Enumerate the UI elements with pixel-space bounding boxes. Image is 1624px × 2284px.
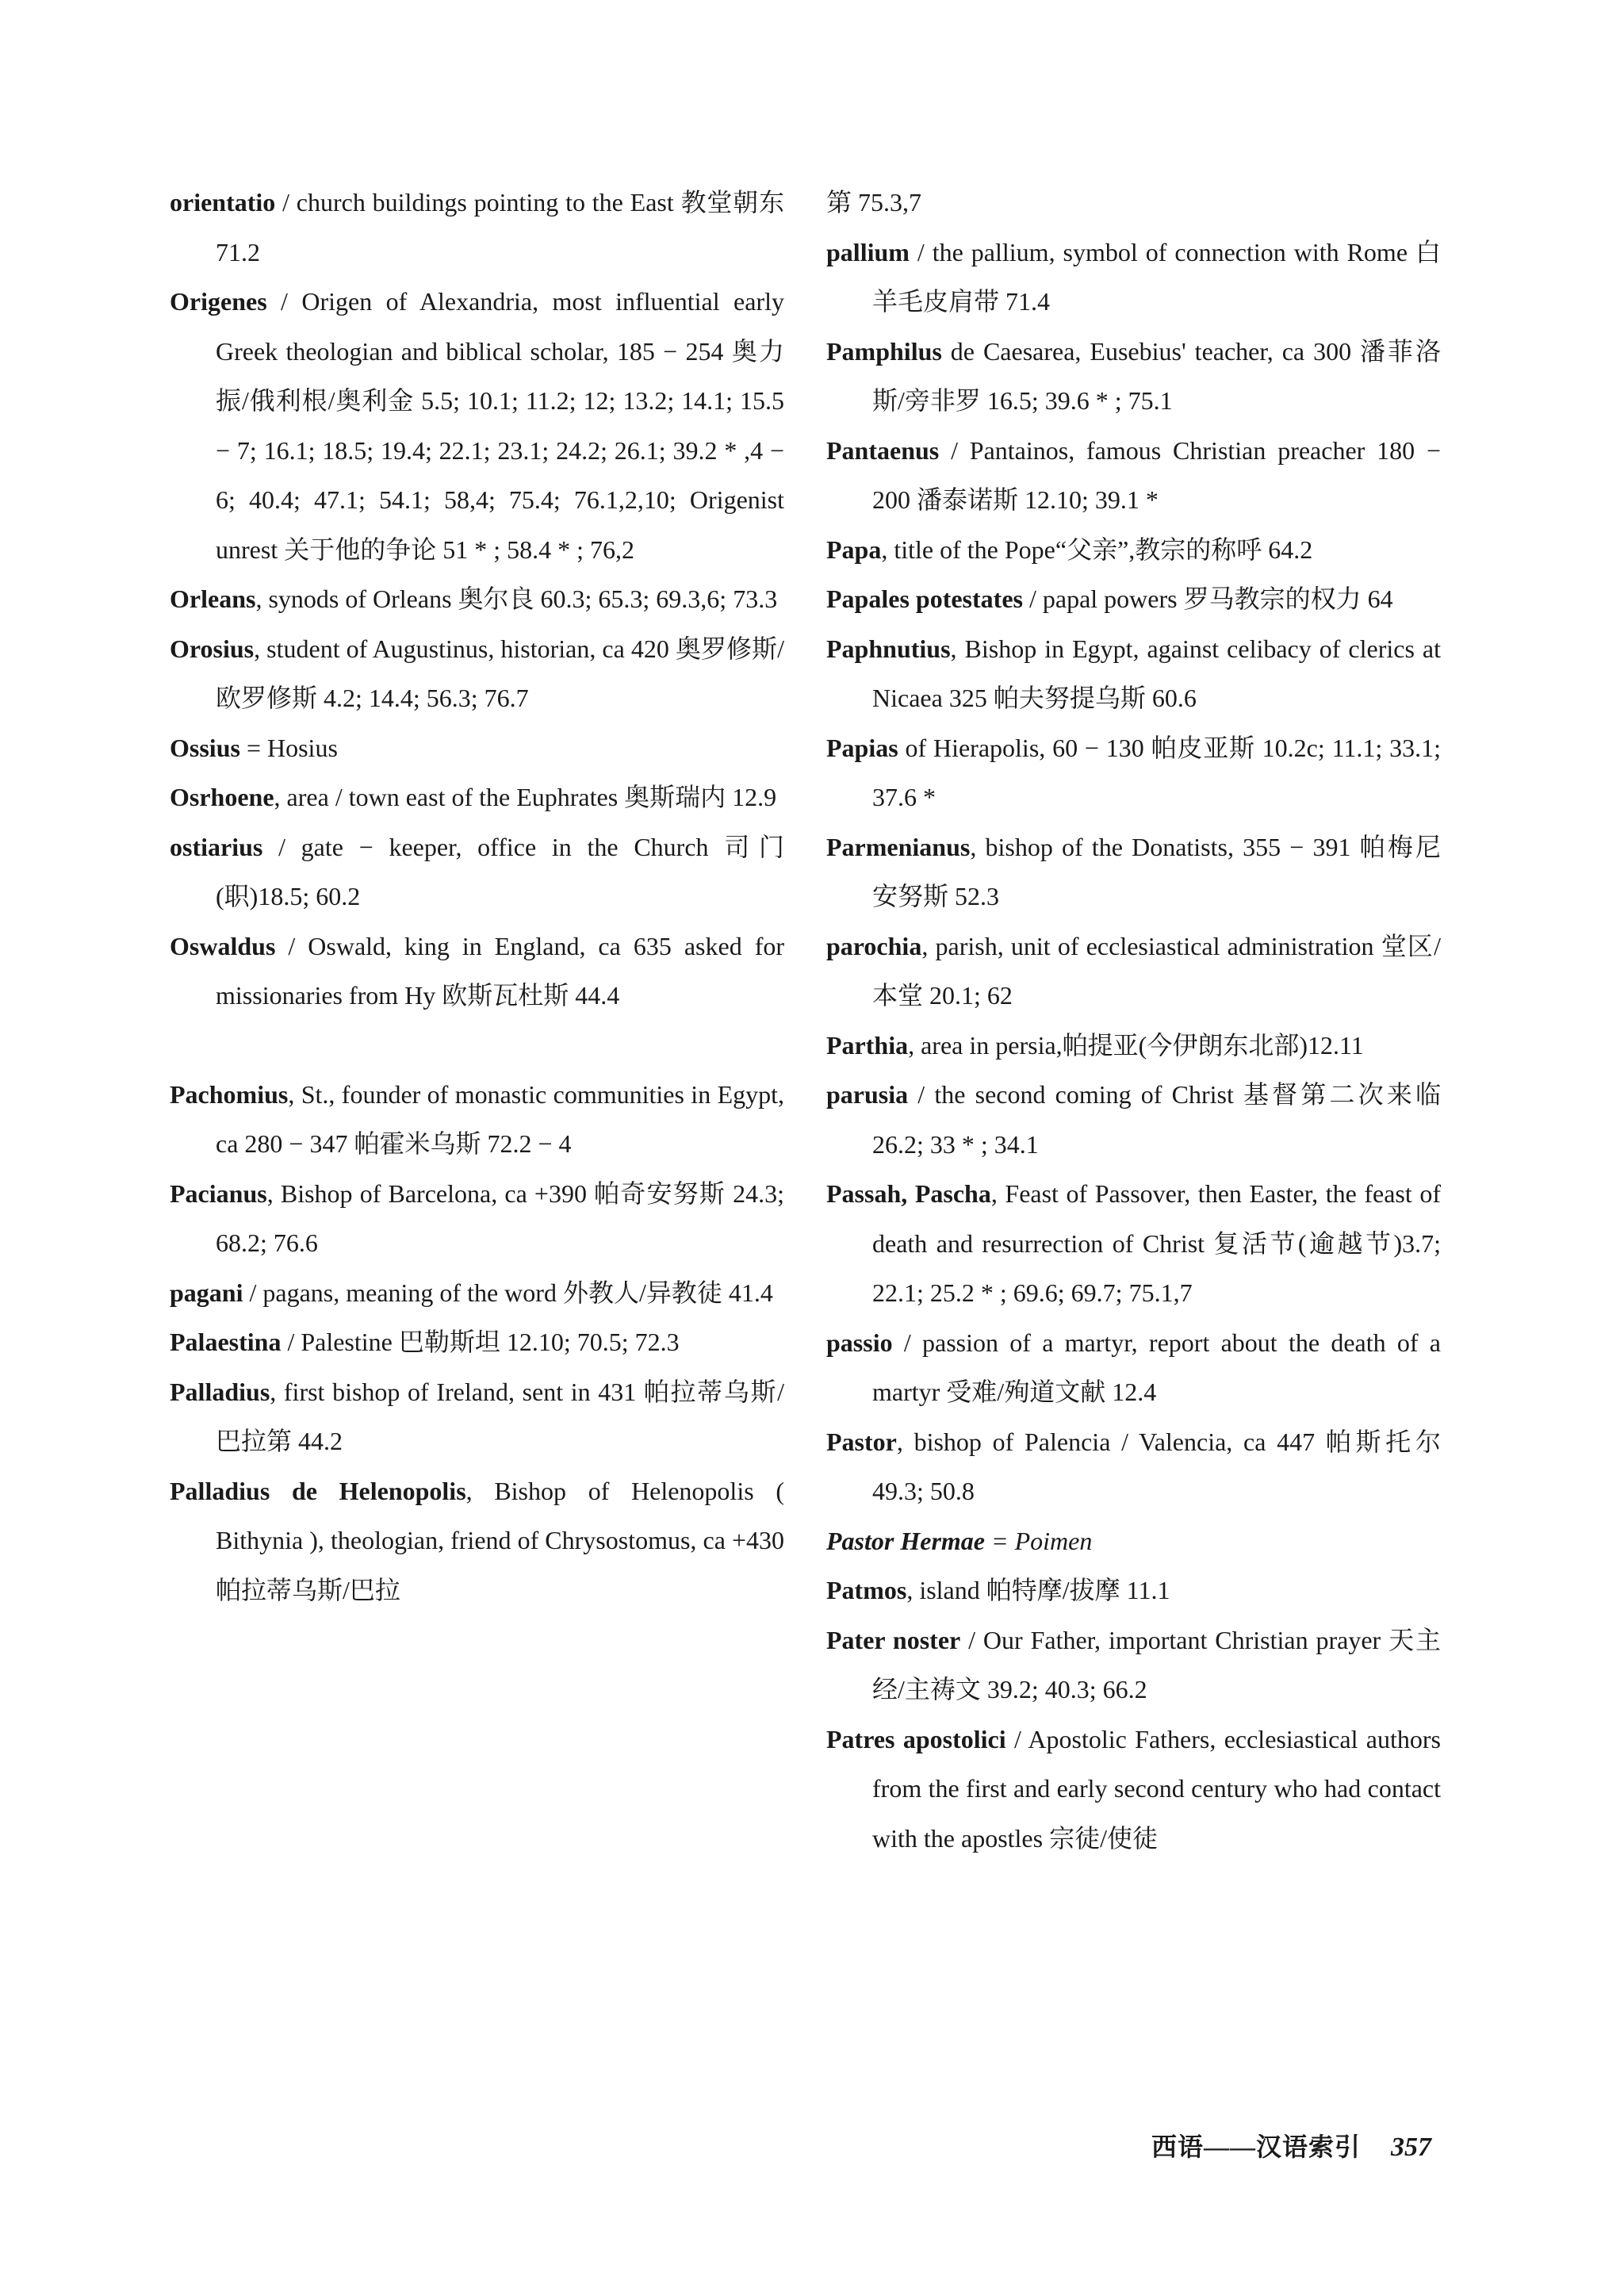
entry-headword: Pantaenus	[826, 435, 940, 465]
index-entry	[170, 1367, 784, 1466]
entry-headword: pagani	[170, 1278, 243, 1307]
entry-text: , area in persia,帕提亚(今伊朗东北部)12.11	[908, 1030, 1364, 1060]
footer-label: 西语——汉语索引	[1151, 2133, 1362, 2161]
entry-headword: Patres apostolici	[826, 1724, 1006, 1753]
index-entry	[826, 426, 1441, 525]
entry-text: , area / town east of the Euphrates 奥斯瑞内 12.9	[274, 783, 777, 811]
entry-text: / the pallium, symbol of connection with Rome 白羊毛皮肩带 71.4	[872, 237, 1441, 316]
entry-text: / Apostolic Fathers, ecclesiastical authors from the first and early second century who had contact with the apostles 宗徒/使徒	[872, 1724, 1442, 1853]
entry-text: / Pantainos, famous Christian preacher 180 − 200 潘泰诺斯 12.10; 39.1 *	[872, 435, 1441, 514]
index-entry	[826, 178, 1441, 228]
index-entry	[170, 277, 784, 574]
entry-text: / pagans, meaning of the word 外教人/异教徒 41.4	[243, 1278, 773, 1307]
entry-text: , bishop of the Donatists, 355 − 391 帕梅尼安努斯 52.3	[872, 832, 1441, 910]
entry-headword: orientatio	[170, 188, 276, 217]
index-entry	[170, 922, 784, 1021]
entry-text: / Oswald, king in England, ca 635 asked for missionaries from Hy 欧斯瓦杜斯 44.4	[216, 931, 784, 1010]
index-entry	[826, 327, 1441, 426]
index-entry	[170, 822, 784, 922]
entry-headword: Orleans	[170, 584, 256, 613]
index-entry	[826, 1715, 1441, 1864]
index-entry	[826, 1417, 1441, 1516]
entry-headword: Papias	[826, 733, 898, 762]
entry-headword: Papales potestates	[826, 584, 1023, 613]
entry-headword: Palladius	[170, 1377, 270, 1406]
entry-headword: Ossius	[170, 733, 240, 762]
index-entry	[826, 1070, 1441, 1169]
index-entry	[826, 1021, 1441, 1071]
entry-headword: Pastor Hermae	[826, 1526, 985, 1555]
entry-headword: Osrhoene	[170, 783, 274, 811]
entry-text: , Bishop of Barcelona, ca +390 帕奇安努斯 24.3; 68.2; 76.6	[216, 1178, 784, 1257]
entry-text: , bishop of Palencia / Valencia, ca 447 帕斯托尔 49.3; 50.8	[872, 1427, 1441, 1505]
entry-text: , student of Augustinus, historian, ca 420 奥罗修斯/欧罗修斯 4.2; 14.4; 56.3; 76.7	[216, 634, 784, 712]
index-entry	[826, 1516, 1441, 1566]
entry-text: / Palestine 巴勒斯坦 12.10; 70.5; 72.3	[281, 1328, 680, 1356]
entry-text: , synods of Orleans 奥尔良 60.3; 65.3; 69.3,6; 73.3	[255, 584, 778, 613]
entry-text: 第 75.3,7	[826, 188, 922, 217]
entry-text: , Bishop in Egypt, against celibacy of clerics at Nicaea 325 帕夫努提乌斯 60.6	[872, 634, 1441, 712]
left-column	[170, 178, 784, 1615]
index-entry	[826, 922, 1441, 1021]
entry-headword: parochia	[826, 931, 922, 960]
page-number: 357	[1391, 2133, 1432, 2162]
entry-text: / papal powers 罗马教宗的权力 64	[1022, 584, 1393, 613]
entry-text: / gate − keeper, office in the Church 司门(职)18.5; 60.2	[216, 832, 784, 910]
index-entry	[170, 178, 784, 277]
entry-headword: Pater noster	[826, 1625, 961, 1654]
index-entry	[826, 1169, 1441, 1318]
entry-headword: Papa	[826, 535, 882, 564]
entry-text: , Bishop of Helenopolis ( Bithynia ), theologian, friend of Chrysostomus, ca +430 帕拉蒂乌斯/巴拉	[216, 1476, 784, 1604]
index-entry	[170, 624, 784, 723]
entry-headword: Palaestina	[170, 1328, 282, 1356]
index-entry	[170, 1070, 784, 1169]
entry-text: of Hierapolis, 60 − 130 帕皮亚斯 10.2c; 11.1; 33.1; 37.6 *	[872, 733, 1441, 811]
right-column	[826, 178, 1441, 1863]
entry-headword: Pastor	[826, 1427, 897, 1456]
entry-text: de Caesarea, Eusebius' teacher, ca 300 潘菲洛斯/旁非罗 16.5; 39.6 * ; 75.1	[872, 336, 1441, 415]
entry-text: / Our Father, important Christian prayer 天主经/主祷文 39.2; 40.3; 66.2	[872, 1625, 1441, 1703]
index-entry	[170, 1268, 784, 1318]
index-entry	[826, 574, 1441, 624]
entry-headword: Oswaldus	[170, 931, 276, 960]
entry-headword: ostiarius	[170, 832, 263, 861]
entry-headword: passio	[826, 1328, 893, 1357]
entry-text: , first bishop of Ireland, sent in 431 帕拉蒂乌斯/巴拉第 44.2	[216, 1377, 784, 1455]
index-entry	[170, 1317, 784, 1367]
entry-text: / the second coming of Christ 基督第二次来临 26.2; 33 * ; 34.1	[872, 1080, 1441, 1159]
entry-text: , title of the Pope“父亲”,教宗的称呼 64.2	[881, 535, 1313, 564]
entry-headword: Pachomius	[170, 1079, 289, 1109]
index-entry	[826, 1615, 1441, 1715]
entry-headword: Orosius	[170, 634, 255, 663]
index-entry	[826, 723, 1441, 822]
index-entry	[170, 772, 784, 822]
entry-text: / passion of a martyr, report about the death of a martyr 受难/殉道文献 12.4	[872, 1328, 1441, 1406]
entry-headword: Palladius de Helenopolis	[170, 1476, 466, 1505]
entry-text: , St., founder of monastic communities in Egypt, ca 280 − 347 帕霍米乌斯 72.2 − 4	[216, 1079, 784, 1158]
index-entry	[826, 624, 1441, 723]
index-entry	[826, 525, 1441, 575]
entry-headword: Origenes	[170, 287, 267, 316]
entry-text: , Feast of Passover, then Easter, the feast of death and resurrection of Christ 复活节(逾越节)3.7; 22.1; 25.2 * ; 69.6; 69.7; 75.1,7	[872, 1179, 1442, 1307]
entry-text: = Poimen	[984, 1526, 1093, 1555]
entry-text: / Origen of Alexandria, most influential early Greek theologian and biblical scholar, 185 − 254 奥力振/俄利根/奥利金 5.5; 10.1; 11.2; 12; 13.2; 14.1; 15.5 − 7; 16.1; 18.5; 19.4; 22.1; 23.1; 24.2; 26.1; 39.2 * ,4 − 6; 40.4; 47.1; 54.1; 58,4; 75.4; 76.1,2,10; Origenist unrest 关于他的争论 51 * ; 58.4 * ; 76,2	[216, 287, 784, 564]
entry-text: , parish, unit of ecclesiastical administration 堂区/本堂 20.1; 62	[872, 931, 1441, 1010]
entry-text: / church buildings pointing to the East 教堂朝东 71.2	[216, 188, 784, 266]
entry-headword: Parmenianus	[826, 832, 971, 861]
entry-text: = Hosius	[239, 733, 338, 762]
index-entry	[826, 1565, 1441, 1615]
entry-headword: Parthia	[826, 1030, 909, 1060]
entry-headword: Pacianus	[170, 1178, 267, 1208]
index-entry	[826, 1318, 1441, 1417]
index-entry	[170, 574, 784, 624]
entry-text: , island 帕特摩/拔摩 11.1	[906, 1576, 1170, 1604]
index-entry	[170, 1169, 784, 1268]
entry-headword: pallium	[826, 237, 910, 266]
index-entry	[170, 723, 784, 773]
entry-headword: Pamphilus	[826, 336, 942, 366]
entry-headword: Passah, Pascha	[826, 1179, 991, 1208]
index-entry	[826, 228, 1441, 327]
page-footer	[1151, 2127, 1431, 2163]
index-entry	[826, 822, 1441, 922]
index-entry	[170, 1466, 784, 1615]
entry-headword: Patmos	[826, 1576, 907, 1604]
entry-headword: parusia	[826, 1080, 909, 1109]
entry-headword: Paphnutius	[826, 634, 951, 663]
